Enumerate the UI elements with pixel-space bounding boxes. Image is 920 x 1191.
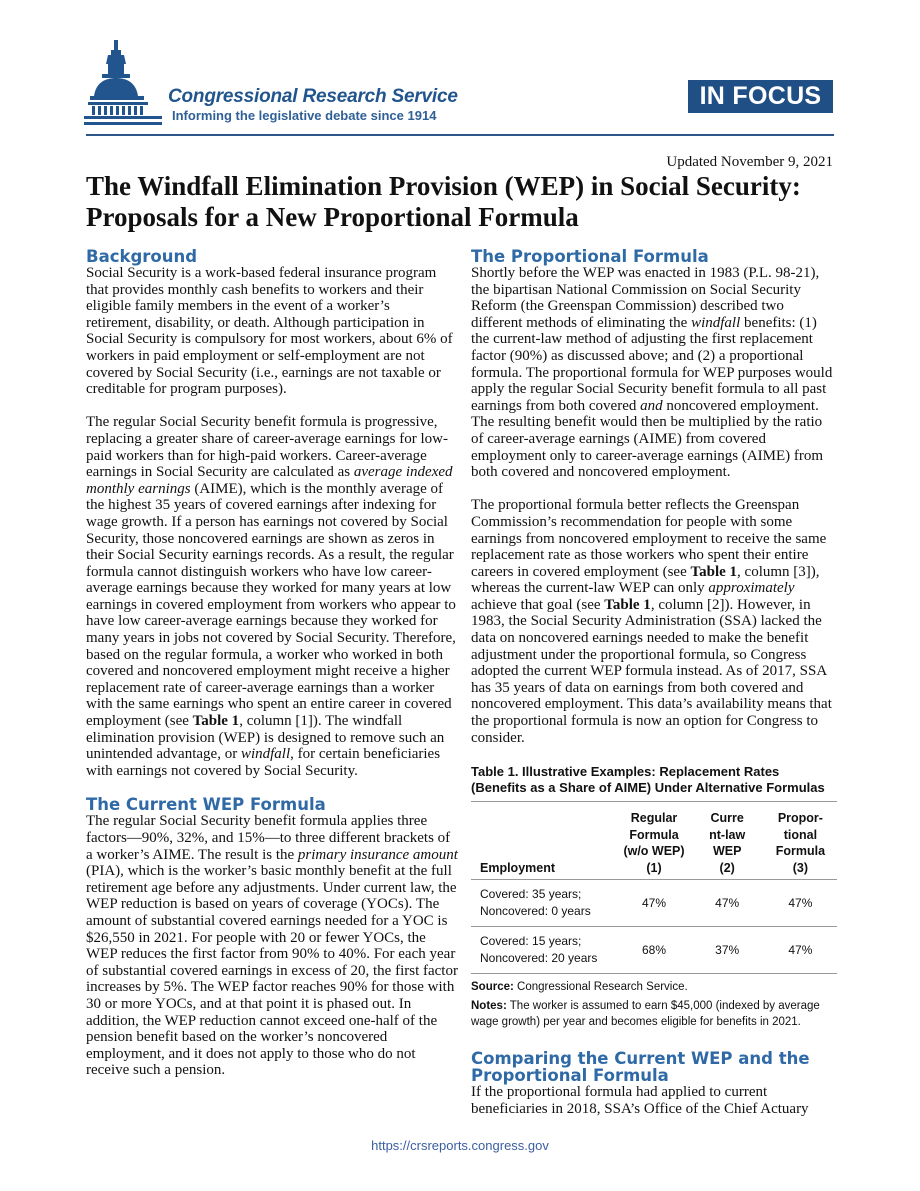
header-text: Formula: [629, 827, 679, 842]
term-windfall: windfall: [240, 746, 291, 763]
table-header-row: [471, 802, 837, 880]
term-aime: average indexed monthly earnings: [86, 464, 453, 497]
text-run: benefits: (1) the current-law method of adjusting the first replacement factor (90%) as discussed above; and (2) a proportional formula. The proportional formula for WEP purposes would apply the regular Social Security benefit formula to all past earnings from both covered: [471, 314, 833, 414]
background-paragraph-2: [86, 414, 458, 779]
header-text: tional: [783, 827, 818, 842]
header-text: nt-law: [709, 827, 746, 842]
employment-cell: [471, 880, 617, 927]
header-text: (1): [646, 860, 662, 875]
replacement-rates-table: [471, 801, 837, 974]
table-reference: Table 1: [604, 596, 651, 613]
text-run: The proportional formula better reflects the Greenspan Commission’s recommendation for people with some earnings from noncovered employment to receive the same replacement rate as those workers who spent their entire careers in covered employment (see: [471, 497, 827, 580]
current-wep-paragraph: [86, 813, 458, 1079]
term-pia: primary insurance amount: [297, 846, 458, 863]
header-text: Regular: [630, 811, 678, 826]
text-run: , column [3]), whereas the current-law WEP can only: [471, 563, 820, 597]
table-caption: Table 1. Illustrative Examples: Replacement Rates (Benefits as a Share of AIME) Under Alternative Formulas: [471, 764, 825, 796]
footer-url-link[interactable]: https://crsreports.congress.gov: [371, 1138, 549, 1153]
source-label: Source:: [471, 981, 514, 994]
proportional-rate-cell: 47%: [788, 895, 813, 910]
text-run: (PIA), which is the worker’s basic monthly benefit at the full retirement age before any adjustments. Under current law, the WEP reduction is based on years of coverage (YOCs). The amount of substantial covered earnings needed for a YOC is $26,550 in 2021. For people with 20 or fewer YOCs, the WEP reduces the first factor from 90% to 40%. For each year of substantial covered earnings in excess of 20, the first factor increases by 5%. The WEP factor reaches 90% for those with 30 or more YOCs, and at that point it is phased out. In addition, the WEP reduction cannot exceed one-half of the pension benefit based on the worker’s noncovered employment, and it does not apply to those who do not receive such a pension.: [86, 863, 458, 1079]
header-employment: Employment: [480, 860, 556, 875]
header-text: (2): [719, 860, 735, 875]
cell-text: Noncovered: 20 years: [480, 951, 598, 966]
proportional-rate-cell: 47%: [788, 942, 813, 957]
updated-date: Updated November 9, 2021: [666, 154, 833, 170]
cell-text: Covered: 15 years;: [480, 934, 582, 949]
masthead-divider: [86, 134, 834, 136]
background-paragraph-1: Social Security is a work-based federal insurance program that provides monthly cash benefits to workers and their eligible family members in the event of a worker’s retirement, disability, or death. Although participation in Social Security is compulsory for most workers, about 6% of workers in paid employment or self-employment are not covered by Social Security (i.e., earnings are not taxable or creditable for program purposes).: [86, 265, 453, 398]
text-run: Shortly before the WEP was enacted in 1983 (P.L. 98-21), the bipartisan National Commission on Social Security Reform (the Greenspan Commission) described two different methods of eliminating the: [471, 265, 820, 331]
right-column: [471, 248, 837, 1117]
table-row: [471, 880, 837, 927]
current-wep-rate-cell: 47%: [715, 895, 740, 910]
text-run: noncovered employment. The resulting benefit would then be multiplied by the ratio of career-average earnings (AIME) from covered employment only to career-average earnings (AIME) from both covered and noncovered employment.: [471, 397, 824, 481]
text-run: achieve that goal (see: [471, 596, 605, 613]
table-reference: Table 1: [192, 713, 240, 730]
cell-text: Noncovered: 0 years: [480, 904, 591, 919]
page-title: The Windfall Elimination Provision (WEP) in Social Security: Proposals for a New Proportional Formula: [86, 171, 801, 232]
capitol-dome-icon: [84, 40, 164, 128]
proportional-paragraph-2: [471, 497, 837, 746]
notes-text: The worker is assumed to earn $45,000 (indexed by average wage growth) per year and becomes eligible for benefits in 2021.: [471, 1000, 820, 1029]
left-column: [86, 248, 458, 1079]
current-wep-rate-cell: 37%: [715, 942, 740, 957]
header-text: Propor-: [777, 811, 823, 826]
heading-line: Comparing the Current WEP and the: [471, 1049, 810, 1069]
header-current-law-wep: [691, 802, 764, 880]
section-heading-current-wep: The Current WEP Formula: [86, 795, 326, 815]
heading-line: Proportional Formula: [471, 1066, 669, 1086]
text-run: , column [2]). However, in 1983, the Social Security Administration (SSA) lacked the data on noncovered earnings needed to make the benefit adjustment under the proportional formula, so Congress adopted the current WEP formula instead. As of 2017, SSA has 35 years of data on earnings from both covered and noncovered employment. This data’s availability means that the proportional formula is now an option for Congress to consider.: [471, 596, 832, 746]
text-run: , column [1]). The windfall elimination provision (WEP) is designed to remove such an unintended advantage, or: [86, 713, 445, 763]
cell-text: Covered: 35 years;: [480, 887, 582, 902]
in-focus-badge: IN FOCUS: [688, 80, 833, 113]
text-run: The regular Social Security benefit formula applies three factors—90%, 32%, and 15%—to three different brackets of a worker’s AIME. The result is the: [86, 813, 451, 863]
table-row: [471, 927, 837, 974]
text-run: (AIME), which is the monthly average of the highest 35 years of covered earnings after indexing for wage growth. If a person has earnings not covered by Social Security, those noncovered earnings are shown as zeros in their Social Security earnings records. As a result, the regular formula cannot distinguish workers who have low career-average earnings because they worked for many years at low earnings in covered employment from workers who appear to have low career-average earnings because they worked for many years in jobs not covered by Social Security. Therefore, based on the regular formula, a worker who worked in both covered and noncovered employment might receive a higher replacement rate of career-average earnings than a worker with the same earnings who spent an entire career in covered employment (see: [86, 480, 456, 730]
section-heading-background: Background: [86, 247, 198, 266]
notes-label: Notes:: [471, 1000, 507, 1013]
text-run: The regular Social Security benefit formula is progressive, replacing a greater share of career-average earnings for low-paid workers than for high-paid workers. Career-average earnings in Social Security are calculated as: [86, 414, 448, 481]
emphasis-and: and: [640, 397, 663, 414]
header-proportional-formula: [764, 802, 837, 880]
section-heading-comparing: [471, 1050, 837, 1084]
table-source: [471, 979, 837, 995]
comparing-paragraph: If the proportional formula had applied to current beneficiaries in 2018, SSA’s Office of the Chief Actuary: [471, 1084, 809, 1117]
header-text: Formula: [775, 844, 826, 859]
org-tagline: Informing the legislative debate since 1914: [172, 108, 437, 123]
header-text: (3): [792, 860, 809, 875]
header-regular-formula: [617, 802, 690, 880]
regular-rate-cell: 68%: [641, 942, 667, 957]
capitol-dome-logo: [84, 40, 164, 128]
proportional-paragraph-1: [471, 265, 837, 481]
regular-rate-cell: 47%: [641, 895, 667, 910]
section-heading-proportional: The Proportional Formula: [471, 247, 709, 266]
header-text: (w/o WEP): [623, 844, 685, 859]
table-notes: [471, 998, 837, 1030]
term-windfall: windfall: [691, 314, 741, 331]
table-reference: Table 1: [690, 563, 738, 580]
header-text: WEP: [712, 844, 742, 859]
header-text: Curre: [710, 811, 744, 826]
emphasis-approximately: approximately: [708, 580, 795, 597]
org-name: Congressional Research Service: [168, 86, 458, 107]
employment-cell: [471, 927, 617, 974]
source-text: Congressional Research Service.: [513, 981, 688, 994]
text-run: , for certain beneficiaries with earnings not covered by Social Security.: [86, 746, 441, 779]
